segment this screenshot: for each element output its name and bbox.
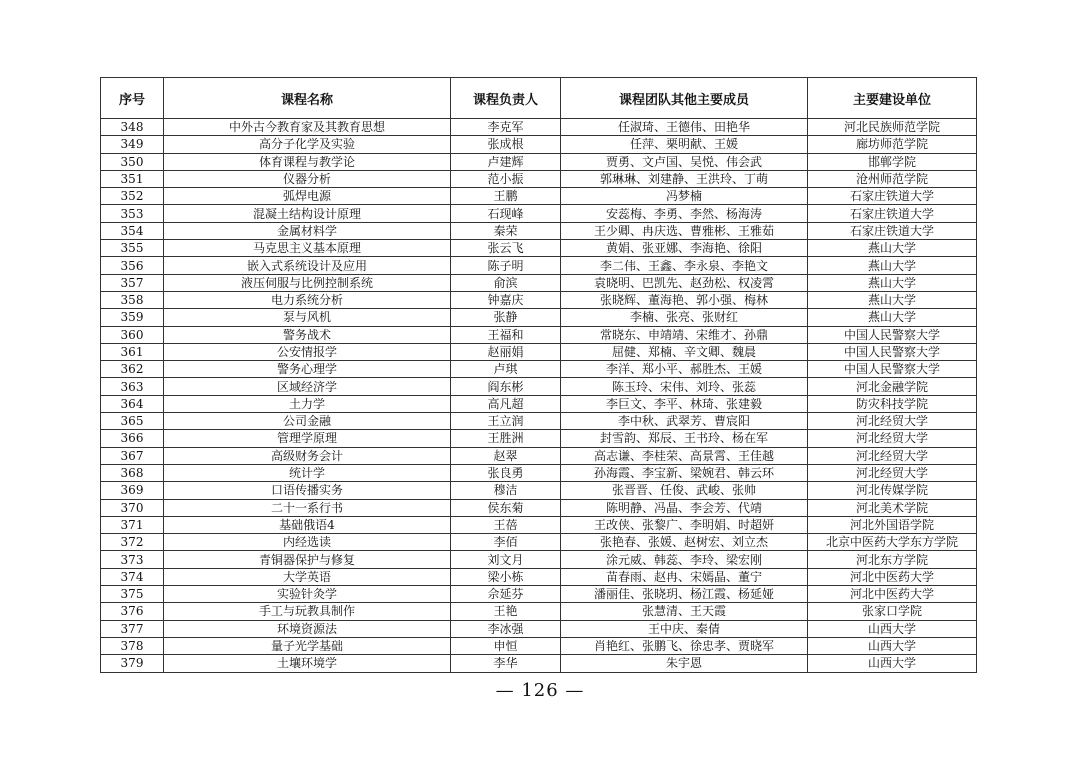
cell-index: 360 [101,326,164,343]
cell-unit: 河北外国语学院 [808,516,977,533]
cell-index: 366 [101,430,164,447]
cell-unit: 燕山大学 [808,291,977,308]
cell-unit: 中国人民警察大学 [808,326,977,343]
cell-course-name: 金属材料学 [164,222,451,239]
cell-team: 袁晓明、巴凯先、赵劲松、权凌霄 [561,274,808,291]
cell-index: 369 [101,482,164,499]
cell-course-name: 仪器分析 [164,170,451,187]
table-row [101,464,977,481]
table-row [101,534,977,551]
cell-lead: 佘延芬 [451,586,561,603]
cell-unit: 河北经贸大学 [808,413,977,430]
cell-index: 348 [101,119,164,136]
table-row [101,170,977,187]
cell-unit: 燕山大学 [808,257,977,274]
cell-lead: 卢建辉 [451,153,561,170]
cell-lead: 王胜洲 [451,430,561,447]
cell-index: 356 [101,257,164,274]
table-row [101,637,977,654]
cell-team: 高志谦、李桂荣、高景霄、王佳越 [561,447,808,464]
cell-team: 贾勇、文卢国、吴悦、伟会武 [561,153,808,170]
cell-course-name: 青铜器保护与修复 [164,551,451,568]
cell-unit: 河北中医药大学 [808,568,977,585]
cell-lead: 高凡超 [451,395,561,412]
cell-team: 张艳春、张媛、赵树宏、刘立杰 [561,534,808,551]
table-row [101,378,977,395]
cell-lead: 李克军 [451,119,561,136]
cell-course-name: 公安情报学 [164,343,451,360]
table-row [101,222,977,239]
cell-course-name: 环境资源法 [164,620,451,637]
table-row [101,153,977,170]
table-row [101,136,977,153]
cell-lead: 张成根 [451,136,561,153]
cell-unit: 燕山大学 [808,240,977,257]
cell-team: 黄娟、张亚娜、李海艳、徐阳 [561,240,808,257]
cell-unit: 山西大学 [808,637,977,654]
cell-index: 367 [101,447,164,464]
cell-index: 371 [101,516,164,533]
cell-team: 王少卿、冉庆选、曹雅彬、王雅茹 [561,222,808,239]
cell-course-name: 弧焊电源 [164,188,451,205]
cell-unit: 邯郸学院 [808,153,977,170]
cell-index: 357 [101,274,164,291]
cell-course-name: 混凝土结构设计原理 [164,205,451,222]
cell-course-name: 中外古今教育家及其教育思想 [164,119,451,136]
table-row [101,361,977,378]
cell-index: 372 [101,534,164,551]
cell-course-name: 警务心理学 [164,361,451,378]
cell-course-name: 量子光学基础 [164,637,451,654]
cell-lead: 秦荣 [451,222,561,239]
table-row [101,499,977,516]
cell-index: 374 [101,568,164,585]
cell-team: 张慧清、王天霞 [561,603,808,620]
cell-course-name: 实验针灸学 [164,586,451,603]
cell-lead: 卢琪 [451,361,561,378]
cell-course-name: 区域经济学 [164,378,451,395]
table-row [101,119,977,136]
cell-team: 苗春雨、赵冉、宋嫣晶、董宁 [561,568,808,585]
cell-course-name: 公司金融 [164,413,451,430]
cell-unit: 山西大学 [808,655,977,672]
cell-unit: 石家庄铁道大学 [808,205,977,222]
column-header-index: 序号 [101,78,164,119]
cell-unit: 石家庄铁道大学 [808,222,977,239]
cell-unit: 廊坊师范学院 [808,136,977,153]
cell-team: 王中庆、秦倩 [561,620,808,637]
cell-team: 李二伟、王鑫、李永泉、李艳文 [561,257,808,274]
cell-unit: 河北经贸大学 [808,464,977,481]
table-row [101,568,977,585]
cell-team: 李洋、郑小平、郝胜杰、王媛 [561,361,808,378]
cell-team: 王改侠、张黎广、李明娟、时超妍 [561,516,808,533]
cell-index: 365 [101,413,164,430]
cell-lead: 李华 [451,655,561,672]
cell-lead: 梁小栋 [451,568,561,585]
cell-team: 朱宇恩 [561,655,808,672]
table-row [101,620,977,637]
cell-lead: 俞滨 [451,274,561,291]
column-header-lead: 课程负责人 [451,78,561,119]
cell-team: 陈明静、冯晶、李会芳、代靖 [561,499,808,516]
cell-unit: 河北经贸大学 [808,430,977,447]
cell-team: 肖艳红、张鹏飞、徐忠孝、贾晓军 [561,637,808,654]
cell-unit: 防灾科技学院 [808,395,977,412]
table-row [101,326,977,343]
cell-unit: 北京中医药大学东方学院 [808,534,977,551]
cell-index: 364 [101,395,164,412]
table-row [101,430,977,447]
cell-unit: 河北民族师范学院 [808,119,977,136]
cell-lead: 张静 [451,309,561,326]
cell-unit: 燕山大学 [808,309,977,326]
cell-index: 353 [101,205,164,222]
table-row [101,274,977,291]
table-row [101,257,977,274]
cell-lead: 石现峰 [451,205,561,222]
table-row [101,586,977,603]
page-number: — 126 — [495,680,585,701]
cell-lead: 刘文月 [451,551,561,568]
cell-index: 373 [101,551,164,568]
cell-course-name: 高分子化学及实验 [164,136,451,153]
cell-unit: 石家庄铁道大学 [808,188,977,205]
cell-lead: 申恒 [451,637,561,654]
cell-index: 378 [101,637,164,654]
cell-course-name: 马克思主义基本原理 [164,240,451,257]
cell-course-name: 统计学 [164,464,451,481]
cell-course-name: 泵与风机 [164,309,451,326]
cell-index: 359 [101,309,164,326]
cell-team: 潘丽佳、张晓玥、杨江霞、杨延娅 [561,586,808,603]
cell-unit: 张家口学院 [808,603,977,620]
course-table-container [100,77,976,673]
cell-unit: 山西大学 [808,620,977,637]
cell-lead: 赵翠 [451,447,561,464]
cell-index: 377 [101,620,164,637]
cell-lead: 陈子明 [451,257,561,274]
table-row [101,395,977,412]
cell-course-name: 高级财务会计 [164,447,451,464]
cell-unit: 燕山大学 [808,274,977,291]
cell-team: 陈玉玲、宋伟、刘玲、张蕊 [561,378,808,395]
cell-lead: 阎东彬 [451,378,561,395]
cell-team: 李楠、张亮、张财红 [561,309,808,326]
cell-course-name: 电力系统分析 [164,291,451,308]
cell-unit: 中国人民警察大学 [808,343,977,360]
cell-lead: 侯东菊 [451,499,561,516]
cell-index: 375 [101,586,164,603]
cell-team: 任淑琦、王德伟、田艳华 [561,119,808,136]
cell-course-name: 基础俄语4 [164,516,451,533]
cell-index: 363 [101,378,164,395]
cell-index: 358 [101,291,164,308]
table-row [101,655,977,672]
cell-lead: 张良勇 [451,464,561,481]
table-body [101,119,977,673]
cell-lead: 钟嘉庆 [451,291,561,308]
cell-unit: 河北美术学院 [808,499,977,516]
cell-team: 张晓辉、董海艳、郭小强、梅林 [561,291,808,308]
table-row [101,188,977,205]
cell-unit: 中国人民警察大学 [808,361,977,378]
cell-lead: 王鹏 [451,188,561,205]
table-row [101,309,977,326]
cell-course-name: 大学英语 [164,568,451,585]
table-row [101,240,977,257]
cell-team: 张晋晋、任俊、武峻、张帅 [561,482,808,499]
cell-course-name: 液压伺服与比例控制系统 [164,274,451,291]
cell-course-name: 体育课程与教学论 [164,153,451,170]
cell-unit: 沧州师范学院 [808,170,977,187]
cell-lead: 王福和 [451,326,561,343]
table-row [101,413,977,430]
cell-team: 屈健、郑楠、辛文卿、魏晨 [561,343,808,360]
cell-course-name: 手工与玩教具制作 [164,603,451,620]
cell-team: 李中秋、武翠芳、曹宸阳 [561,413,808,430]
cell-lead: 李佰 [451,534,561,551]
cell-course-name: 警务战术 [164,326,451,343]
cell-index: 351 [101,170,164,187]
cell-team: 涂元威、韩蕊、李玲、梁宏刚 [561,551,808,568]
cell-team: 郭琳琳、刘建静、王洪玲、丁萌 [561,170,808,187]
cell-team: 李巨文、李平、林琦、张建毅 [561,395,808,412]
cell-team: 常晓东、申靖靖、宋维才、孙鼎 [561,326,808,343]
cell-index: 362 [101,361,164,378]
cell-course-name: 管理学原理 [164,430,451,447]
cell-course-name: 土壤环境学 [164,655,451,672]
cell-unit: 河北金融学院 [808,378,977,395]
table-row [101,482,977,499]
cell-lead: 穆洁 [451,482,561,499]
cell-index: 354 [101,222,164,239]
cell-index: 368 [101,464,164,481]
table-row [101,291,977,308]
cell-lead: 王蓓 [451,516,561,533]
cell-team: 孙海霞、李宝新、梁婉君、韩云环 [561,464,808,481]
cell-course-name: 内经选读 [164,534,451,551]
cell-course-name: 二十一系行书 [164,499,451,516]
cell-course-name: 口语传播实务 [164,482,451,499]
cell-lead: 张云飞 [451,240,561,257]
cell-lead: 赵丽娟 [451,343,561,360]
cell-lead: 李冰强 [451,620,561,637]
cell-index: 355 [101,240,164,257]
cell-course-name: 土力学 [164,395,451,412]
cell-index: 376 [101,603,164,620]
cell-lead: 范小振 [451,170,561,187]
cell-team: 封雪韵、郑辰、王书玲、杨在军 [561,430,808,447]
table-row [101,516,977,533]
cell-lead: 王立润 [451,413,561,430]
cell-index: 370 [101,499,164,516]
table-row [101,447,977,464]
table-row [101,343,977,360]
cell-lead: 王艳 [451,603,561,620]
cell-unit: 河北中医药大学 [808,586,977,603]
cell-index: 349 [101,136,164,153]
course-table [100,77,977,673]
cell-index: 352 [101,188,164,205]
cell-team: 任萍、栗明献、王媛 [561,136,808,153]
table-row [101,603,977,620]
column-header-unit: 主要建设单位 [808,78,977,119]
cell-team: 冯梦楠 [561,188,808,205]
column-header-course-name: 课程名称 [164,78,451,119]
table-row [101,551,977,568]
cell-index: 350 [101,153,164,170]
table-row [101,205,977,222]
cell-team: 安蕊梅、李勇、李然、杨海涛 [561,205,808,222]
column-header-team: 课程团队其他主要成员 [561,78,808,119]
cell-unit: 河北经贸大学 [808,447,977,464]
cell-unit: 河北东方学院 [808,551,977,568]
cell-index: 379 [101,655,164,672]
cell-course-name: 嵌入式系统设计及应用 [164,257,451,274]
cell-index: 361 [101,343,164,360]
cell-unit: 河北传媒学院 [808,482,977,499]
table-header-row [101,78,977,119]
